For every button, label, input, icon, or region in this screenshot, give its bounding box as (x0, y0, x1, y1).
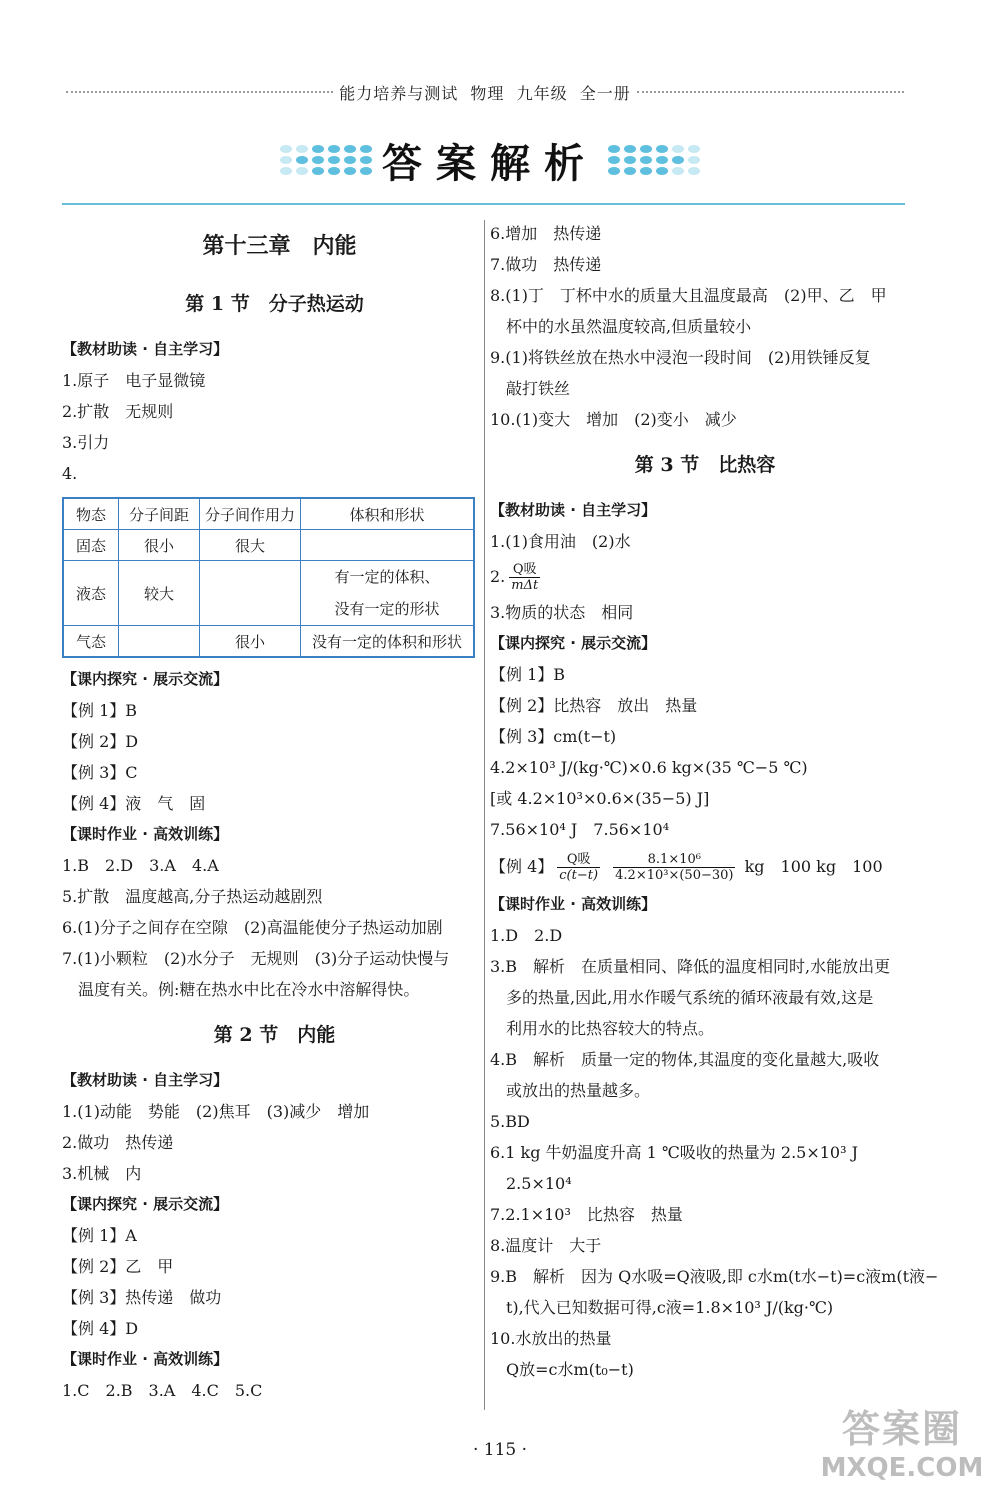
sec3-homework-item: 8.温度计 大于 (490, 1236, 602, 1255)
table-cell: 没有一定的体积和形状 (301, 626, 475, 658)
left-column (62, 218, 477, 1406)
sec3-example-4 (490, 845, 910, 889)
fraction-numerator: Q吸 (509, 562, 540, 578)
mass-formula-fraction (557, 852, 600, 883)
sec2-example: 【例 2】乙 甲 (62, 1257, 174, 1276)
sec3-example: 【例 2】比热容 放出 热量 (490, 696, 698, 715)
fraction-denominator: mΔt (511, 578, 539, 593)
table-header-cell: 体积和形状 (301, 498, 475, 530)
example-4-result: kg 100 kg 100 (744, 857, 883, 876)
sec2-homework-item: 杯中的水虽然温度较高,但质量较小 (506, 317, 752, 336)
sec2-study-item: 2.做功 热传递 (62, 1133, 174, 1152)
table-header-cell: 分子间作用力 (200, 498, 301, 530)
column-divider (484, 220, 485, 1410)
dot-pattern-left-icon (280, 145, 372, 175)
formula-prefix: 2. (490, 567, 506, 586)
sec1-study-item: 1.原子 电子显微镜 (62, 371, 206, 390)
sec3-homework-item: 5.BD (490, 1112, 530, 1131)
section-3-title: 第 3 节 比热容 (634, 454, 776, 476)
sec2-homework-item: 9.(1)将铁丝放在热水中浸泡一段时间 (2)用铁锤反复 (490, 348, 871, 367)
section-2-title: 第 2 节 内能 (213, 1024, 336, 1046)
sec3-homework-item: 3.B 解析 在质量相同、降低的温度相同时,水能放出更 (490, 957, 891, 976)
header-running-title: 能力培养与测试 (339, 83, 459, 103)
sec3-example-calc: [或 4.2×10³×0.6×(35−5) J] (490, 789, 710, 808)
watermark-bottom-text: MXQE.COM (820, 1453, 984, 1483)
sec3-homework-item: 多的热量,因此,用水作暖气系统的循环液最有效,这是 (506, 988, 874, 1007)
sec1-study-caption: 【教材助读 · 自主学习】 (62, 340, 229, 358)
table-cell (200, 561, 301, 626)
sec2-study-item: 1.(1)动能 势能 (2)焦耳 (3)减少 增加 (62, 1102, 370, 1121)
fraction-numerator: Q吸 (557, 852, 600, 868)
fraction-numerator: 8.1×10⁶ (613, 852, 735, 868)
header-dots-right (637, 91, 904, 93)
sec3-study-item: 3.物质的状态 相同 (490, 603, 634, 622)
table-cell (119, 626, 200, 658)
right-column (490, 218, 939, 1385)
header-dots-left (66, 91, 333, 93)
sec3-homework-item: 利用水的比热容较大的特点。 (506, 1019, 715, 1038)
table-cell (301, 530, 475, 561)
sec1-study-item: 3.引力 (62, 433, 110, 452)
sec3-example: 【例 3】cm(t−t) (490, 727, 617, 746)
mass-calc-fraction (613, 852, 735, 883)
sec1-homework-item: 5.扩散 温度越高,分子热运动越剧烈 (62, 887, 323, 906)
sec2-study-caption: 【教材助读 · 自主学习】 (62, 1071, 229, 1089)
table-cell: 较大 (119, 561, 200, 626)
sec2-homework-item: 7.做功 热传递 (490, 255, 602, 274)
dot-pattern-right-icon (608, 145, 700, 175)
sec3-example: 【例 1】B (490, 665, 566, 684)
table-row (63, 626, 474, 658)
sec3-homework-item: 7.2.1×10³ 比热容 热量 (490, 1205, 683, 1224)
sec1-example: 【例 2】D (62, 732, 139, 751)
sec3-homework-item: 10.水放出的热量 (490, 1329, 612, 1348)
table-header-cell: 分子间距 (119, 498, 200, 530)
fraction-denominator: c(t−t) (559, 868, 599, 883)
sec1-explore-caption: 【课内探究 · 展示交流】 (62, 670, 229, 688)
sec1-study-item: 4. (62, 464, 78, 483)
table-cell: 很大 (200, 530, 301, 561)
sec3-homework-item: Q放=c水m(t₀−t) (506, 1360, 634, 1379)
sec3-study-item: 1.(1)食用油 (2)水 (490, 532, 631, 551)
sec2-homework-item: 敲打铁丝 (506, 379, 571, 398)
sec3-homework-item: 9.B 解析 因为 Q水吸=Q液吸,即 c水m(t水−t)=c液m(t液− (490, 1267, 939, 1286)
watermark-logo (818, 1398, 986, 1483)
sec2-example: 【例 4】D (62, 1319, 139, 1338)
sec2-example: 【例 3】热传递 做功 (62, 1288, 222, 1307)
sec3-homework-item: t),代入已知数据可得,c液=1.8×10³ J/(kg·℃) (506, 1298, 834, 1317)
sec2-homework-item: 8.(1)丁 丁杯中水的质量大且温度最高 (2)甲、乙 甲 (490, 286, 887, 305)
table-header-row (63, 498, 474, 530)
fraction-denominator: 4.2×10³×(50−30) (615, 868, 734, 883)
page-number: · 115 · (472, 1440, 528, 1460)
answer-banner (280, 130, 700, 190)
table-cell: 液态 (63, 561, 119, 626)
table-cell: 很小 (119, 530, 200, 561)
banner-title: 答案解析 (382, 139, 598, 187)
table-cell: 气态 (63, 626, 119, 658)
sec3-example-calc: 7.56×10⁴ J 7.56×10⁴ (490, 820, 670, 839)
example-4-label: 【例 4】 (490, 857, 554, 876)
running-header (60, 80, 910, 104)
section-1-title: 第 1 节 分子热运动 (185, 293, 364, 315)
sec3-homework-item: 2.5×10⁴ (506, 1174, 572, 1193)
header-grade: 九年级 (516, 83, 568, 103)
table-cell-line: 有一定的体积、 (334, 568, 440, 586)
sec1-homework-item: 温度有关。例:糖在热水中比在冷水中溶解得快。 (78, 980, 420, 999)
table-row (63, 561, 474, 626)
sec2-homework-caption: 【课时作业 · 高效训练】 (62, 1350, 229, 1368)
sec3-study-caption: 【教材助读 · 自主学习】 (490, 501, 657, 519)
table-cell (301, 561, 475, 626)
sec3-homework-item: 1.D 2.D (490, 926, 563, 945)
sec1-example: 【例 4】液 气 固 (62, 794, 206, 813)
chapter-title: 第十三章 内能 (202, 233, 357, 259)
sec3-study-item-formula (490, 557, 910, 597)
sec1-homework-caption: 【课时作业 · 高效训练】 (62, 825, 229, 843)
sec3-homework-item: 或放出的热量越多。 (506, 1081, 651, 1100)
sec3-example-calc: 4.2×10³ J/(kg·℃)×0.6 kg×(35 ℃−5 ℃) (490, 758, 808, 777)
sec1-homework-item: 7.(1)小颗粒 (2)水分子 无规则 (3)分子运动快慢与 (62, 949, 450, 968)
specific-heat-fraction (509, 562, 540, 593)
sec1-example: 【例 1】B (62, 701, 138, 720)
sec2-explore-caption: 【课内探究 · 展示交流】 (62, 1195, 229, 1213)
sec2-homework-item: 6.增加 热传递 (490, 224, 602, 243)
sec2-homework-item: 1.C 2.B 3.A 4.C 5.C (62, 1381, 263, 1400)
sec3-homework-item: 6.1 kg 牛奶温度升高 1 ℃吸收的热量为 2.5×10³ J (490, 1143, 859, 1162)
sec3-explore-caption: 【课内探究 · 展示交流】 (490, 634, 657, 652)
header-volume: 全一册 (579, 83, 631, 103)
table-cell: 固态 (63, 530, 119, 561)
watermark-top-text: 答案圈 (841, 1407, 962, 1451)
sec1-homework-item: 1.B 2.D 3.A 4.A (62, 856, 219, 875)
sec2-example: 【例 1】A (62, 1226, 137, 1245)
banner-underline (62, 203, 905, 205)
table-cell: 很小 (200, 626, 301, 658)
matter-states-table (62, 497, 475, 658)
table-header-cell: 物态 (63, 498, 119, 530)
header-subject: 物理 (470, 83, 505, 103)
sec2-study-item: 3.机械 内 (62, 1164, 142, 1183)
sec3-homework-caption: 【课时作业 · 高效训练】 (490, 895, 657, 913)
table-cell-line: 没有一定的形状 (334, 600, 440, 618)
sec1-example: 【例 3】C (62, 763, 138, 782)
sec2-homework-item: 10.(1)变大 增加 (2)变小 减少 (490, 410, 737, 429)
table-row (63, 530, 474, 561)
sec3-homework-item: 4.B 解析 质量一定的物体,其温度的变化量越大,吸收 (490, 1050, 880, 1069)
sec1-study-item: 2.扩散 无规则 (62, 402, 174, 421)
sec1-homework-item: 6.(1)分子之间存在空隙 (2)高温能使分子热运动加剧 (62, 918, 443, 937)
